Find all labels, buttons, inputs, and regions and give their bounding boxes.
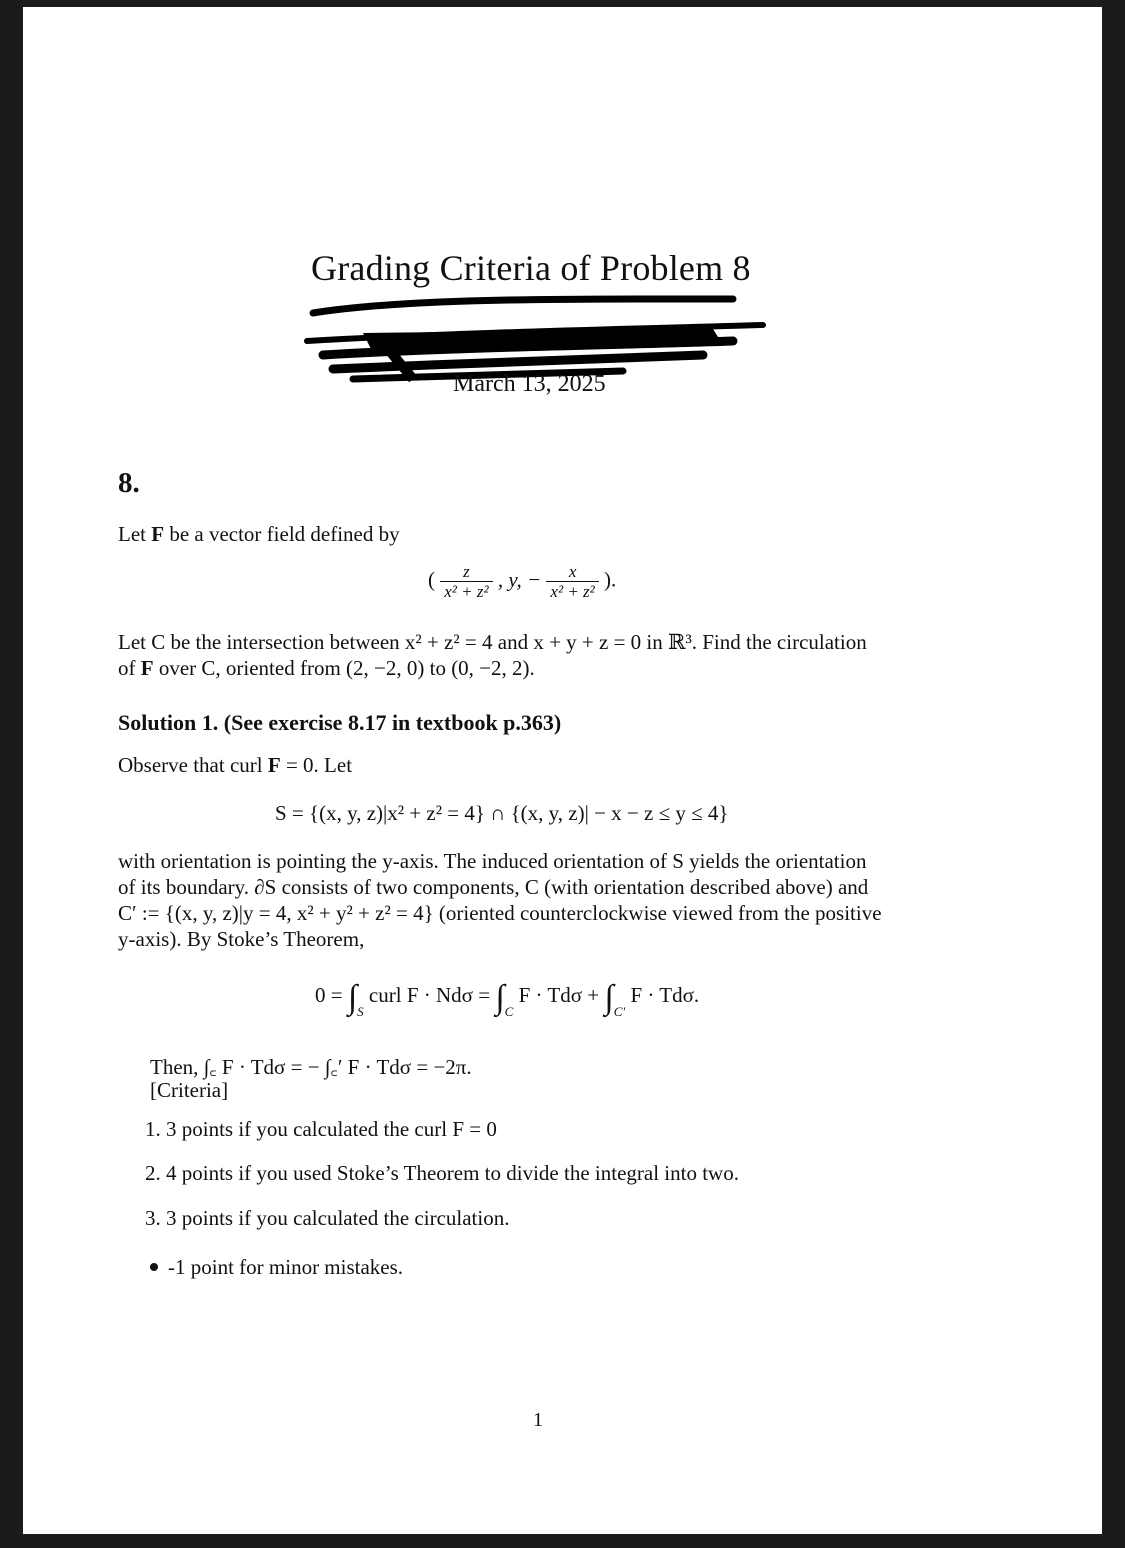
problem-line-3: of F over C, oriented from (2, −2, 0) to (0, −2, 2).	[118, 656, 535, 680]
document-title: Grading Criteria of Problem 8	[311, 248, 751, 288]
solution-paragraph-line-1: with orientation is pointing the y-axis. The induced orientation of S yields the orientation	[118, 849, 867, 873]
solution-heading: Solution 1. (See exercise 8.17 in textbook p.363)	[118, 710, 562, 735]
criteria-item: 3. 3 points if you calculated the circulation.	[145, 1206, 510, 1230]
problem-intro: Let F be a vector field defined by	[118, 522, 400, 546]
deduction-item: -1 point for minor mistakes.	[150, 1255, 403, 1280]
solution-paragraph-line-4: y-axis). By Stoke’s Theorem,	[118, 927, 365, 951]
fraction-1: $\frac{z}{\text{x² + z²}}$	[440, 562, 492, 601]
page-number: 1	[533, 1409, 543, 1431]
criteria-item: 2. 4 points if you used Stoke’s Theorem to divide the integral into two.	[145, 1161, 739, 1185]
solution-paragraph-line-3: C′ := {(x, y, z)|y = 4, x² + y² + z² = 4} (oriented counterclockwise viewed from the positive	[118, 901, 882, 925]
result-line: Then, ∫꜀ F · Tdσ = − ∫꜀′ F · Tdσ = −2π.	[150, 1055, 472, 1079]
solution-observe: Observe that curl F = 0. Let	[118, 753, 353, 777]
stokes-equation: $0 = \int_S$ curl $F \cdot Nd\sigma = \int_C$ $F \cdot Td\sigma + \int_{C'}$ F · Tdσ.	[315, 979, 700, 1019]
document-page	[23, 7, 1102, 1534]
bullet-icon	[150, 1263, 158, 1271]
solution-paragraph-line-2: of its boundary. ∂S consists of two components, C (with orientation described above) and	[118, 875, 869, 899]
problem-number: 8.	[118, 467, 140, 499]
criteria-item: 1. 3 points if you calculated the curl F = 0	[145, 1117, 497, 1141]
problem-line-2: Let C be the intersection between x² + z² = 4 and x + y + z = 0 in ℝ³. Find the circulation	[118, 630, 867, 654]
surface-definition: S = {(x, y, z)|x² + z² = 4} ∩ {(x, y, z)| − x − z ≤ y ≤ 4}	[275, 801, 729, 825]
fraction-2: $\frac{x}{\text{x² + z²}}$	[546, 562, 598, 601]
criteria-label: [Criteria]	[150, 1078, 229, 1102]
vector-field-formula: ( $\frac{z}{\text{x² + z²}}$ , y, − $\frac{x}{\text{x² + z²}}$ ).	[428, 562, 617, 601]
document-date: March 13, 2025	[453, 371, 606, 397]
